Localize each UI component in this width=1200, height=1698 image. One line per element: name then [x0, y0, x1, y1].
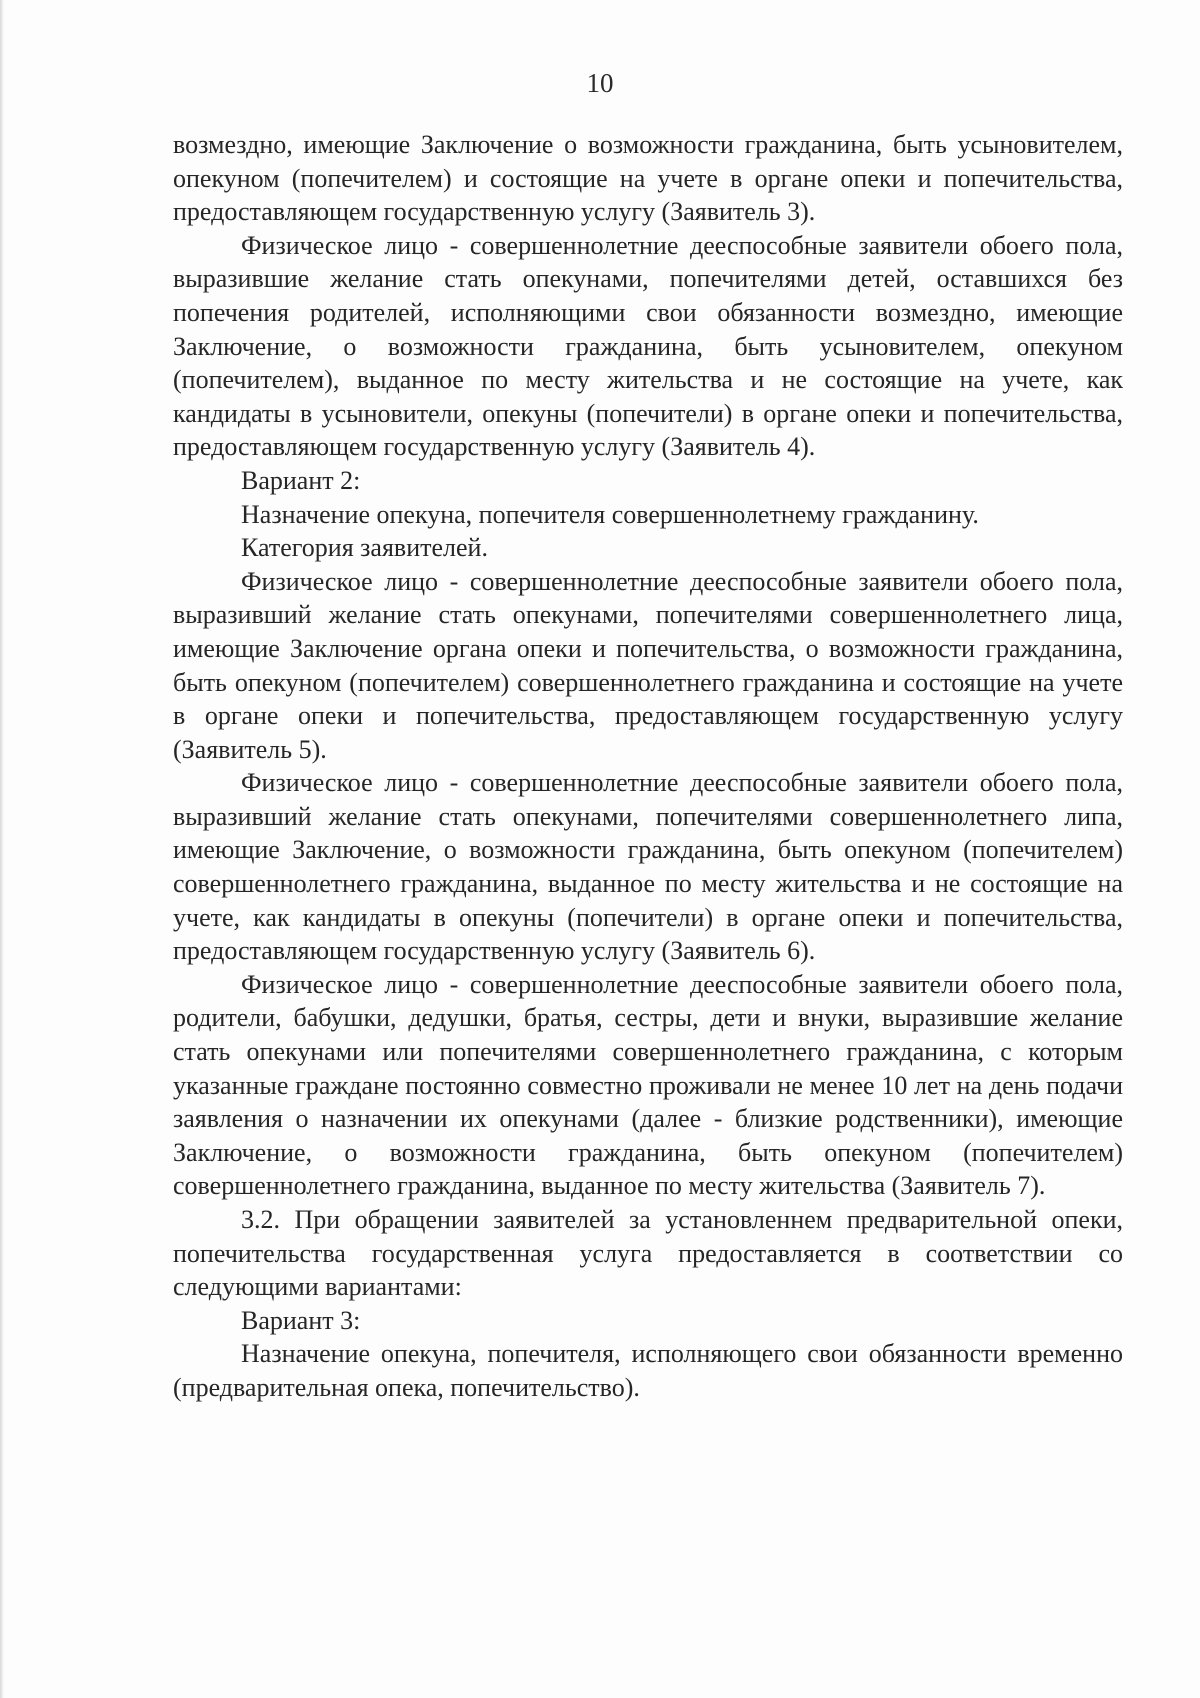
paragraph-applicant-4: Физическое лицо - совершеннолетние дееспособные заявители обоего пола, выразившие желание стать опекунами, попечителями детей, оставшихся без попечения родителей, исполняющими свои обязанности возмездно, имеющие Заключение, о возможности гражданина, быть усыновителем, опекуном (попечителем), выданное по месту жительства и не состоящие на учете, как кандидаты в усыновители, опекуны (попечители) в органе опеки и попечительства, предоставляющем государственную услугу (Заявитель 4).	[173, 230, 1123, 462]
document-body	[173, 128, 1123, 1405]
applicant-category-heading: Категория заявителей.	[241, 533, 488, 563]
page-number: 10	[586, 68, 614, 98]
variant-3-title: Назначение опекуна, попечителя, исполняющего свои обязанности временно (предварительная опека, попечительство).	[173, 1339, 1123, 1402]
variant-3-heading: Вариант 3:	[241, 1305, 361, 1335]
paragraph-applicant-5: Физическое лицо - совершеннолетние дееспособные заявители обоего пола, выразивший желание стать опекунами, попечителями совершеннолетнего лица, имеющие Заключение органа опеки и попечительства, о возможности гражданина, быть опекуном (попечителем) совершеннолетнего гражданина и состоящие на учете в органе опеки и попечительства, предоставляющем государственную услугу (Заявитель 5).	[173, 566, 1123, 764]
variant-2-heading: Вариант 2:	[241, 465, 361, 495]
paragraph-section-3-2: 3.2. При обращении заявителей за установленнем предварительной опеки, попечительства государственная услуга предоставляется в соответствии со следующими вариантами:	[173, 1205, 1123, 1302]
paragraph-applicant-3-continuation: возмездно, имеющие Заключение о возможности гражданина, быть усыновителем, опекуном (попечителем) и состоящие на учете в органе опеки и попечительства, предоставляющем государственную услугу (Заявитель 3).	[173, 130, 1123, 227]
variant-2-title: Назначение опекуна, попечителя совершеннолетнему гражданину.	[241, 499, 979, 529]
paragraph-applicant-7: Физическое лицо - совершеннолетние дееспособные заявители обоего пола, родители, бабушки, дедушки, братья, сестры, дети и внуки, выразившие желание стать опекунами или попечителями совершеннолетнего гражданина, с которым указанные граждане постоянно совместно проживали не менее 10 лет на день подачи заявления о назначении их опекунами (далее - близкие родственники), имеющие Заключение, о возможности гражданина, быть опекуном (попечителем) совершеннолетнего гражданина, выданное по месту жительства (Заявитель 7).	[173, 969, 1123, 1201]
scan-edge-shadow	[0, 0, 4, 1698]
paragraph-applicant-6: Физическое лицо - совершеннолетние дееспособные заявители обоего пола, выразивший желание стать опекунами, попечителями совершеннолетнего липа, имеющие Заключение, о возможности гражданина, быть опекуном (попечителем) совершеннолетнего гражданина, выданное по месту жительства и не состоящие на учете, как кандидаты в опекуны (попечители) в органе опеки и попечительства, предоставляющем государственную услугу (Заявитель 6).	[173, 768, 1123, 966]
